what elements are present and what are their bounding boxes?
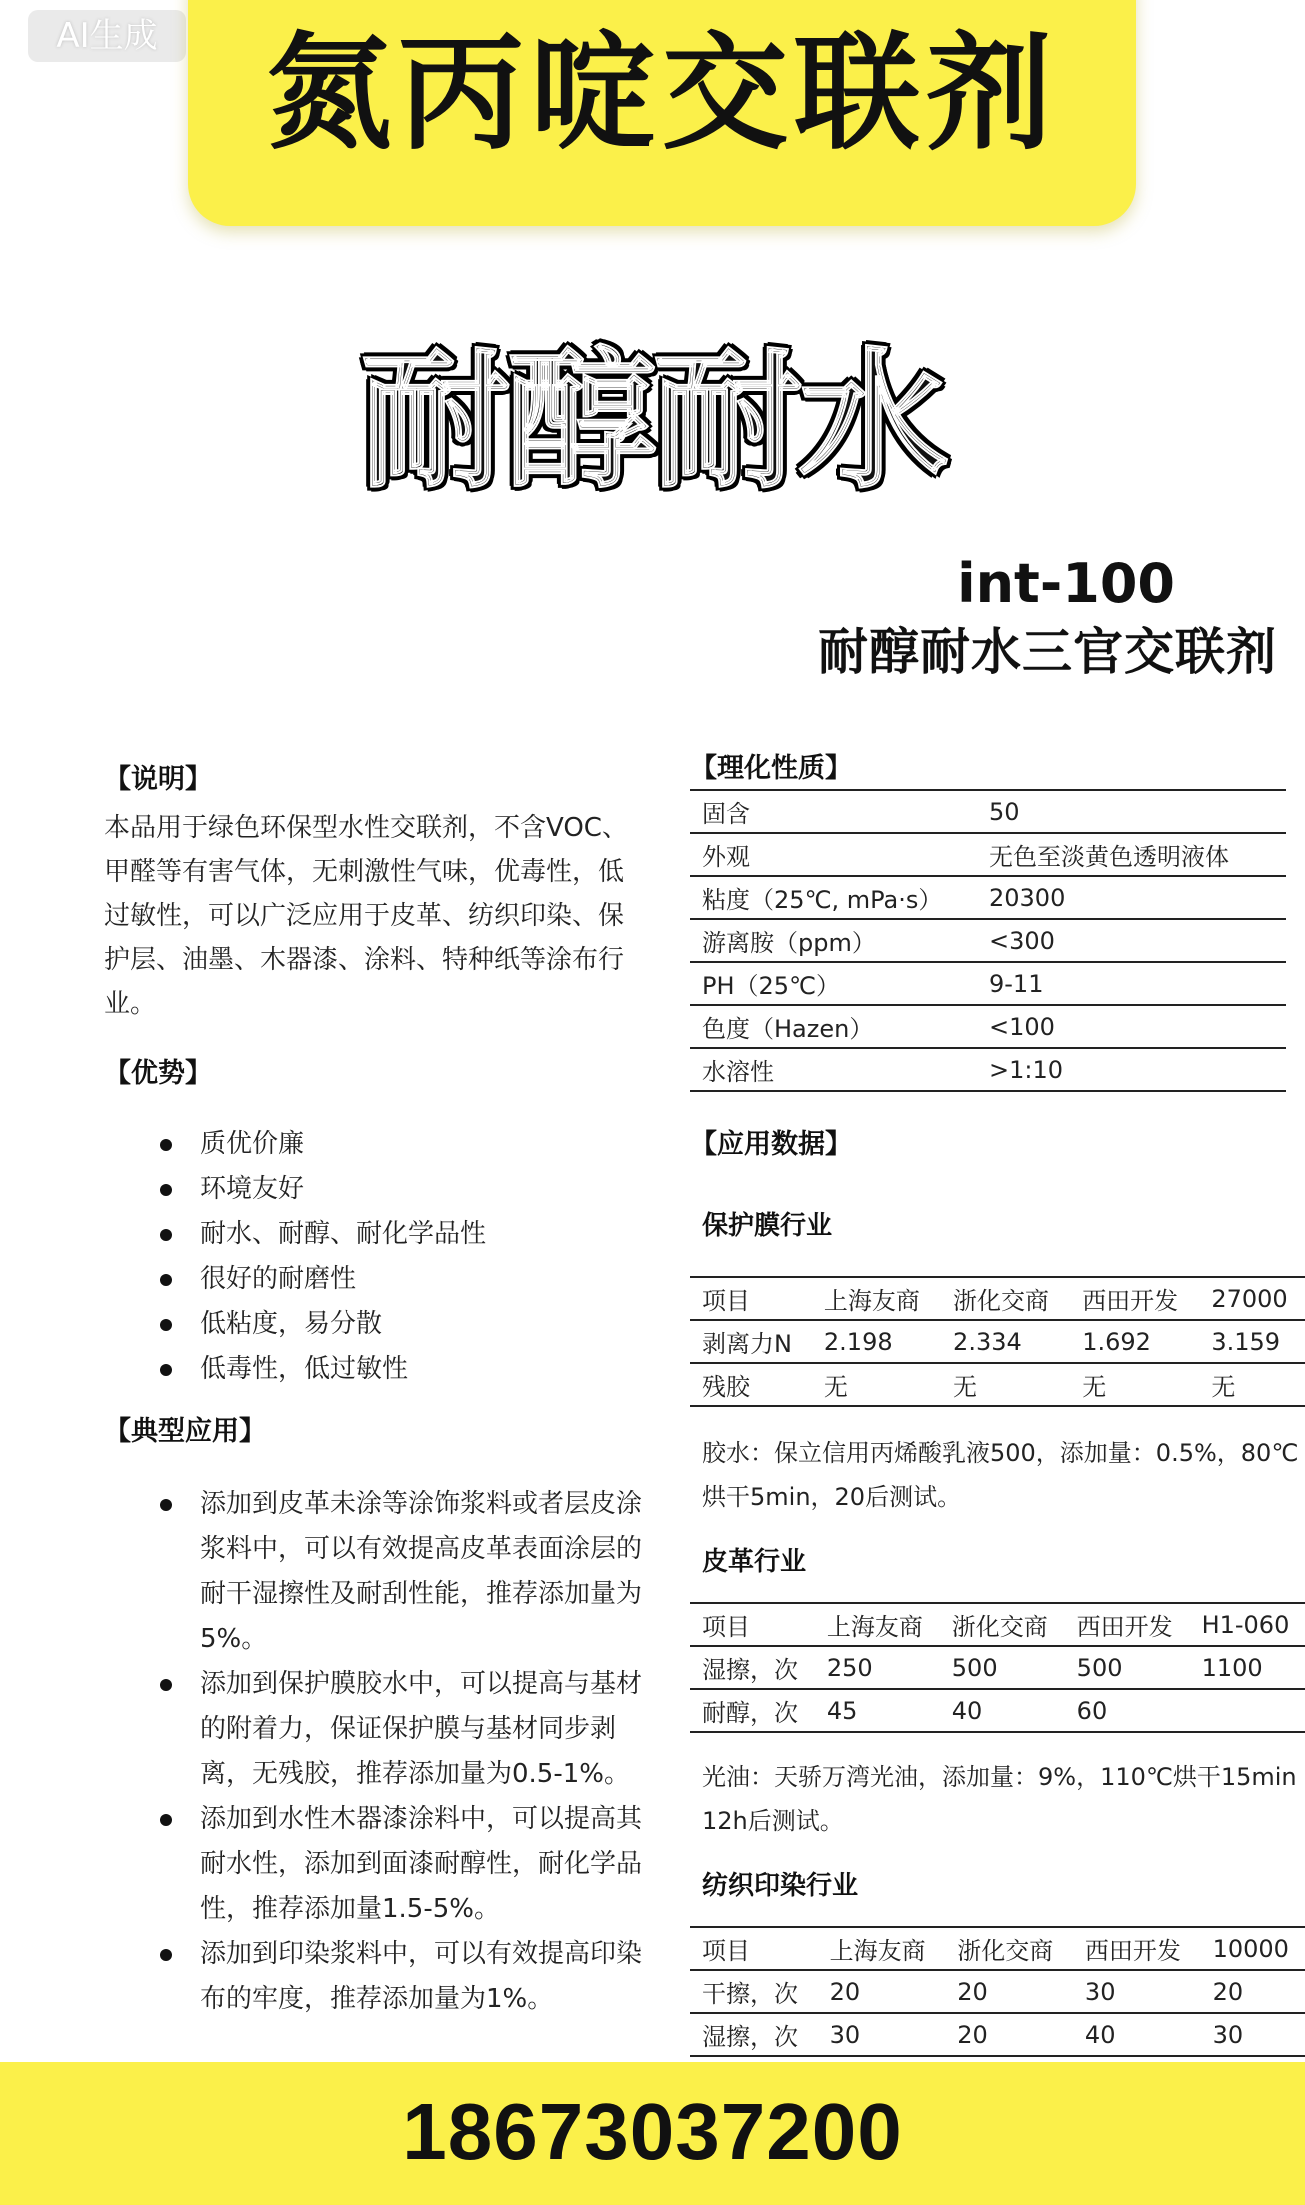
table-cell: 2.334 [941,1320,1070,1363]
advantages-list [104,1122,644,1392]
table-cell: 无色至淡黄色透明液体 [977,833,1286,876]
table-cell: H1-060 [1190,1603,1305,1646]
table-cell: 40 [1073,2013,1201,2056]
table-cell: 2.198 [812,1320,941,1363]
protective-film-title: 保护膜行业 [702,1211,833,1241]
list-item: 添加到皮革未涂等涂饰浆料或者层皮涂浆料中，可以有效提高皮革表面涂层的耐干湿擦性及耐刮性能，推荐添加量为5%。 [104,1482,644,1662]
table-cell: 10000 [1201,1927,1305,1970]
banner-title: 氮丙啶交联剂 [266,20,1058,167]
table-cell: 40 [940,1689,1065,1732]
table-cell: 30 [1201,2013,1305,2056]
top-banner [188,0,1136,226]
table-cell: 1100 [1190,1646,1305,1689]
table-row [690,1646,1305,1689]
list-item: 低粘度，易分散 [104,1302,644,1347]
table-cell: 干擦，次 [690,1970,818,2013]
list-item: 添加到水性木器漆涂料中，可以提高其耐水性，添加到面漆耐醇性，耐化学品性，推荐添加量1.5-5%。 [104,1797,644,1932]
protective-film-table [690,1276,1305,1407]
subtitle: 耐醇耐水 [360,335,945,509]
table-cell: 20 [1201,1970,1305,2013]
properties-heading: 【理化性质】 [690,753,852,784]
table-cell: PH（25℃） [690,962,977,1005]
table-cell: 上海友商 [812,1277,941,1320]
table-row [690,962,1286,1005]
table-cell: 水溶性 [690,1048,977,1091]
table-cell: 浙化交商 [941,1277,1070,1320]
bottom-banner [0,2062,1305,2205]
list-item: 添加到印染浆料中，可以有效提高印染布的牢度，推荐添加量为1%。 [104,1932,644,2022]
table-cell: 西田开发 [1070,1277,1199,1320]
table-cell: 项目 [690,1277,812,1320]
table-row [690,1048,1286,1091]
properties-table [690,789,1286,1092]
product-code: int-100 [957,552,1175,615]
table-cell: 上海友商 [815,1603,940,1646]
table-cell [1190,1689,1305,1732]
table-cell: 9-11 [977,962,1286,1005]
ai-generated-badge: AI生成 [28,10,186,62]
table-cell: 20300 [977,876,1286,919]
table-row [690,1005,1286,1048]
table-cell: 无 [941,1363,1070,1406]
table-row [690,2013,1305,2056]
table-cell: 500 [940,1646,1065,1689]
table-row [690,1603,1305,1646]
table-cell: 20 [818,1970,946,2013]
table-row [690,1689,1305,1732]
table-row [690,1277,1305,1320]
description-text: 本品用于绿色环保型水性交联剂，不含VOC、甲醛等有害气体，无刺激性气味，优毒性，低过敏性，可以广泛应用于皮革、纺织印染、保护层、油墨、木器漆、涂料、特种纸等涂布行业。 [104,813,628,1019]
list-item: 耐水、耐醇、耐化学品性 [104,1212,644,1257]
table-cell: 60 [1065,1689,1190,1732]
table-row [690,1927,1305,1970]
product-name: 耐醇耐水三官交联剂 [818,623,1277,681]
table-cell: 外观 [690,833,977,876]
table-row [690,790,1286,833]
table-cell: 残胶 [690,1363,812,1406]
table-cell: 无 [1070,1363,1199,1406]
table-cell: 500 [1065,1646,1190,1689]
leather-note: 光油：天骄万湾光油，添加量：9%，110℃烘干15min 12h后测试。 [702,1763,1297,1835]
list-item: 很好的耐磨性 [104,1257,644,1302]
table-cell: 20 [945,2013,1073,2056]
table-cell: 粘度（25℃, mPa·s） [690,876,977,919]
table-cell: 250 [815,1646,940,1689]
protective-film-note: 胶水：保立信用丙烯酸乳液500，添加量：0.5%，80℃烘干5min，20后测试。 [702,1439,1299,1511]
phone-number: 18673037200 [402,2087,903,2176]
table-cell: 1.692 [1070,1320,1199,1363]
table-cell: 固含 [690,790,977,833]
right-column [690,746,1305,2057]
table-row [690,1320,1305,1363]
table-cell: 色度（Hazen） [690,1005,977,1048]
table-row [690,876,1286,919]
list-item: 低毒性，低过敏性 [104,1347,644,1392]
table-cell: 上海友商 [818,1927,946,1970]
advantages-heading: 【优势】 [104,1058,212,1089]
table-cell: 45 [815,1689,940,1732]
table-row [690,919,1286,962]
table-cell: >1:10 [977,1048,1286,1091]
table-cell: 3.159 [1199,1320,1305,1363]
list-item: 质优价廉 [104,1122,644,1167]
table-cell: 27000 [1199,1277,1305,1320]
textile-table [690,1926,1305,2057]
table-cell: 剥离力N [690,1320,812,1363]
table-cell: 无 [812,1363,941,1406]
table-cell: 浙化交商 [940,1603,1065,1646]
table-cell: 西田开发 [1065,1603,1190,1646]
table-cell: 项目 [690,1927,818,1970]
leather-table [690,1602,1305,1733]
table-row [690,1970,1305,2013]
table-cell: 30 [1073,1970,1201,2013]
table-cell: 西田开发 [1073,1927,1201,1970]
table-cell: 湿擦，次 [690,2013,818,2056]
list-item: 环境友好 [104,1167,644,1212]
list-item: 添加到保护膜胶水中，可以提高与基材的附着力，保证保护膜与基材同步剥离，无残胶，推荐添加量为0.5-1%。 [104,1662,644,1797]
applications-list [104,1482,644,2022]
app-data-heading: 【应用数据】 [690,1129,852,1160]
table-cell: 30 [818,2013,946,2056]
table-cell: 湿擦，次 [690,1646,815,1689]
table-cell: <300 [977,919,1286,962]
applications-heading: 【典型应用】 [104,1416,266,1447]
table-cell: 50 [977,790,1286,833]
table-cell: 无 [1199,1363,1305,1406]
left-column [104,758,644,2022]
leather-title: 皮革行业 [702,1547,807,1577]
textile-title: 纺织印染行业 [702,1871,859,1901]
table-cell: 耐醇，次 [690,1689,815,1732]
table-cell: 游离胺（ppm） [690,919,977,962]
table-row [690,833,1286,876]
description-heading: 【说明】 [104,764,212,795]
table-cell: <100 [977,1005,1286,1048]
table-cell: 项目 [690,1603,815,1646]
table-cell: 20 [945,1970,1073,2013]
table-cell: 浙化交商 [945,1927,1073,1970]
table-row [690,1363,1305,1406]
